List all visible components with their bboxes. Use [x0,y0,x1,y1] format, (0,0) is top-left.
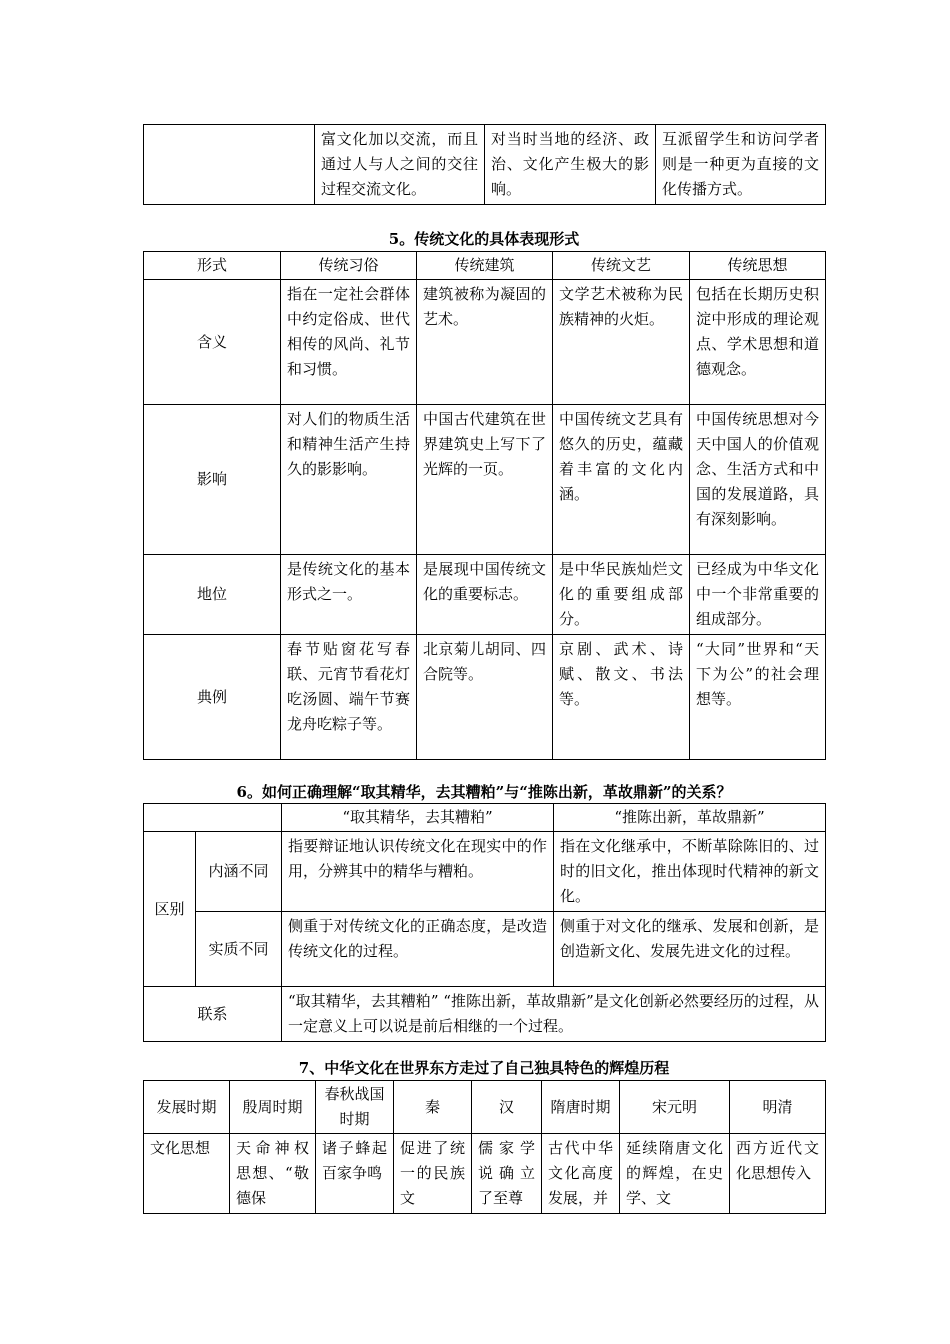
table-cell: 建筑被称为凝固的艺术。 [417,280,553,405]
header-cell: “取其精华，去其糟粕” [282,804,554,832]
section-7-title: 7、中华文化在世界东方走过了自己独具特色的辉煌历程 [298,1059,670,1077]
table-cell: 中国传统思想对今天中国人的价值观念、生活方式和中国的发展道路，具有深刻影响。 [690,405,826,555]
table-row [144,405,826,555]
row-label: 含义 [144,280,281,405]
header-cell: 传统思想 [690,252,826,280]
table-cell: 指在一定社会群体中约定俗成、世代相传的风尚、礼节和习惯。 [281,280,417,405]
row-label: 地位 [144,555,281,635]
table-cell: 儒家学说确立了至尊 [472,1134,542,1214]
table-cell: 京剧、武术、诗赋、散文、书法等。 [553,635,690,760]
table-header-row [144,1081,826,1134]
table-4-tail [143,124,826,205]
table-row [144,555,826,635]
table-cell: 对人们的物质生活和精神生活产生持久的影影响。 [281,405,417,555]
header-cell: 殷周时期 [230,1081,316,1134]
table-cell: 对当时当地的经济、政治、文化产生极大的影响。 [485,125,656,205]
row-label: 典例 [144,635,281,760]
table-header-row [144,804,826,832]
header-cell: 传统建筑 [417,252,553,280]
header-cell: 明清 [730,1081,826,1134]
header-cell: 传统习俗 [281,252,417,280]
table-row [144,832,826,912]
table-header-row [144,252,826,280]
header-cell: 发展时期 [144,1081,230,1134]
table-cell: 是中华民族灿烂文化的重要组成部分。 [553,555,690,635]
table-cell: 西方近代文化思想传入 [730,1134,826,1214]
header-cell: “推陈出新，革故鼎新” [554,804,826,832]
header-cell: 形式 [144,252,281,280]
table-cell: 是展现中国传统文化的重要标志。 [417,555,553,635]
table-cell: 北京菊儿胡同、四合院等。 [417,635,553,760]
table-cell: 侧重于对文化的继承、发展和创新，是创造新文化、发展先进文化的过程。 [554,912,826,987]
table-cell: 延续隋唐文化的辉煌，在史学、文 [620,1134,730,1214]
section-7-table [143,1080,826,1214]
table-cell: 指要辩证地认识传统文化在现实中的作用，分辨其中的精华与糟粕。 [282,832,554,912]
header-cell: 汉 [472,1081,542,1134]
table-row [144,1134,826,1214]
table-cell: 天命神权思想、“敬德保 [230,1134,316,1214]
table-cell: 春节贴窗花写春联、元宵节看花灯吃汤圆、端午节赛龙舟吃粽子等。 [281,635,417,760]
table-row [144,125,826,205]
table-cell: 侧重于对传统文化的正确态度，是改造传统文化的过程。 [282,912,554,987]
table-cell: 已经成为中华文化中一个非常重要的组成部分。 [690,555,826,635]
table-cell: 包括在长期历史积淀中形成的理论观点、学术思想和道德观念。 [690,280,826,405]
table-cell: 中国古代建筑在世界建筑史上写下了光辉的一页。 [417,405,553,555]
table-cell: 文学艺术被称为民族精神的火炬。 [553,280,690,405]
section-6-table [143,803,826,1042]
header-cell: 春秋战国时期 [316,1081,394,1134]
table-cell: 诸子蜂起百家争鸣 [316,1134,394,1214]
table-cell: 中国传统文艺具有悠久的历史，蕴藏着丰富的文化内涵。 [553,405,690,555]
header-cell: 隋唐时期 [542,1081,620,1134]
section-5-table [143,251,826,760]
table-cell: 古代中华文化高度发展，并 [542,1134,620,1214]
table-cell: 指在文化继承中，不断革除陈旧的、过时的旧文化，推出体现时代精神的新文化。 [554,832,826,912]
section-6-title: 6。如何正确理解“取其精华，去其糟粕”与“推陈出新，革故鼎新”的关系？ [236,783,732,801]
table-cell: 促进了统一的民族文 [394,1134,472,1214]
table-cell: “取其精华，去其糟粕” “推陈出新，革故鼎新”是文化创新必然要经历的过程，从一定意义上可以说是前后相继的一个过程。 [282,987,826,1042]
table-cell [144,125,315,205]
table-cell: 是传统文化的基本形式之一。 [281,555,417,635]
header-cell: 传统文艺 [553,252,690,280]
table-row [144,987,826,1042]
row-label: 联系 [144,987,282,1042]
section-5-title: 5。传统文化的具体表现形式 [388,230,580,248]
header-cell [144,804,282,832]
row-label: 文化思想 [144,1134,230,1214]
row-label: 影响 [144,405,281,555]
table-row [144,635,826,760]
table-cell: 富文化加以交流，而且通过人与人之间的交往过程交流文化。 [315,125,485,205]
row-label: 实质不同 [196,912,282,987]
row-label: 内涵不同 [196,832,282,912]
table-cell: “大同”世界和“天下为公”的社会理想等。 [690,635,826,760]
header-cell: 宋元明 [620,1081,730,1134]
table-cell: 互派留学生和访问学者则是一种更为直接的文化传播方式。 [656,125,826,205]
table-row [144,280,826,405]
table-row [144,912,826,987]
group-label: 区别 [144,832,196,987]
header-cell: 秦 [394,1081,472,1134]
